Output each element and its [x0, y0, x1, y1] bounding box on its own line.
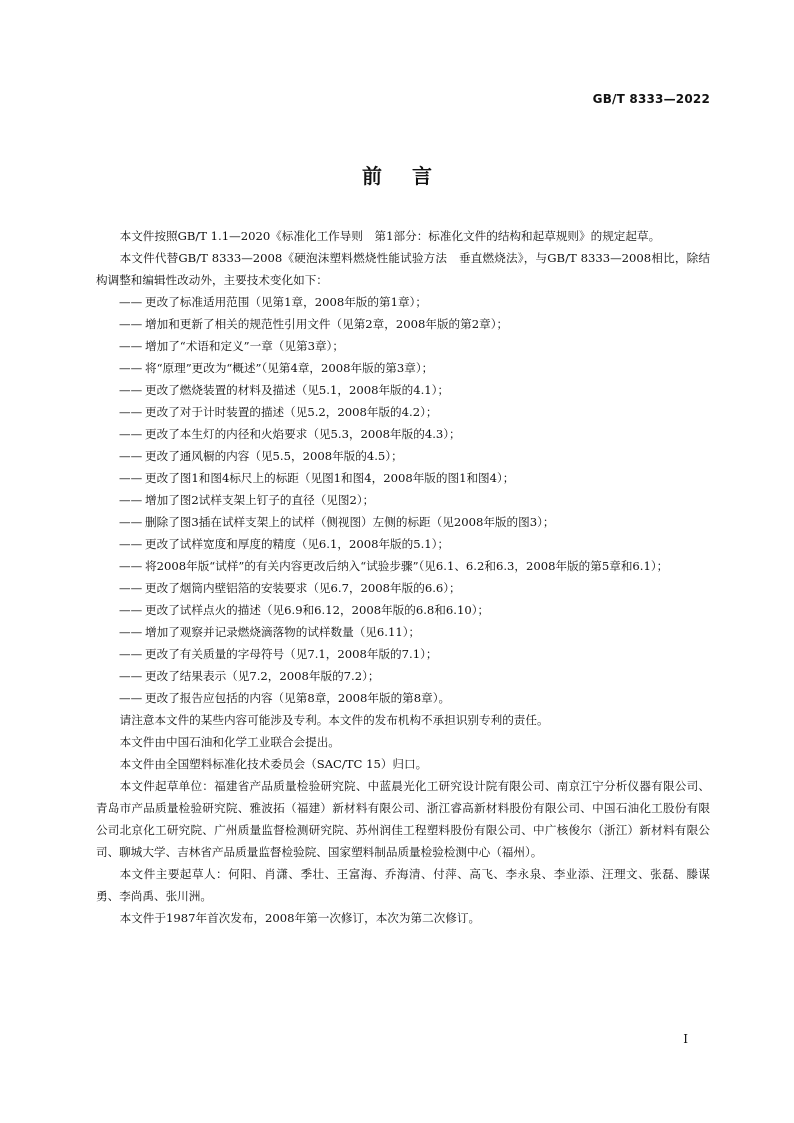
- list-dash: ——: [119, 625, 143, 639]
- change-item: [96, 335, 710, 357]
- change-item: [96, 467, 710, 489]
- list-dash: ——: [119, 471, 143, 485]
- change-item-text: 更改了标准适用范围（见第1章，2008年版的第1章）；: [145, 295, 427, 309]
- standard-number: GB/T 8333—2022: [592, 92, 710, 106]
- list-dash: ——: [119, 427, 143, 441]
- change-item: [96, 643, 710, 665]
- change-item: [96, 379, 710, 401]
- change-item: [96, 533, 710, 555]
- change-item-text: 更改了燃烧装置的材料及描述（见5.1，2008年版的4.1）；: [145, 383, 450, 397]
- drafting-units: 本文件起草单位：福建省产品质量检验研究院、中蓝晨光化工研究设计院有限公司、南京江宁分析仪器有限公司、青岛市产品质量检验研究院、雅波拓（福建）新材料有限公司、浙江睿高新材料股份有限公司、中国石油化工股份有限公司北京化工研究院、广州质量监督检测研究院、苏州润佳工程塑料股份有限公司、中广核俊尔（浙江）新材料有限公司、聊城大学、吉林省产品质量监督检验院、国家塑料制品质量检验检测中心（福州）。: [96, 779, 710, 859]
- technical-changes-list: [96, 291, 710, 709]
- change-item: [96, 291, 710, 313]
- change-item: [96, 555, 710, 577]
- intro-paragraph-drafting-rules: 本文件按照GB/T 1.1—2020《标准化工作导则 第1部分：标准化文件的结构和起草规则》的规定起草。: [119, 229, 661, 243]
- list-dash: ——: [119, 383, 143, 397]
- drafters: 本文件主要起草人：何阳、肖潇、季壮、王富海、乔海清、付萍、高飞、李永泉、李业添、汪理文、张磊、滕谋勇、李尚禹、张川洲。: [96, 867, 710, 903]
- change-item: [96, 665, 710, 687]
- change-item: [96, 577, 710, 599]
- change-item: [96, 423, 710, 445]
- list-dash: ——: [119, 647, 143, 661]
- change-item-text: 将2008年版“试样”的有关内容更改后纳入“试验步骤”（见6.1、6.2和6.3，2008年版的第5章和6.1）；: [145, 559, 669, 573]
- change-item-text: 增加了“术语和定义”一章（见第3章）；: [145, 339, 344, 353]
- change-item: [96, 313, 710, 335]
- change-item-text: 增加和更新了相关的规范性引用文件（见第2章，2008年版的第2章）；: [145, 317, 509, 331]
- managed-by: 本文件由全国塑料标准化技术委员会（SAC/TC 15）归口。: [119, 757, 428, 771]
- list-dash: ——: [119, 493, 143, 507]
- list-dash: ——: [119, 295, 143, 309]
- change-item: [96, 599, 710, 621]
- change-item: [96, 511, 710, 533]
- list-dash: ——: [119, 515, 143, 529]
- list-dash: ——: [119, 405, 143, 419]
- patent-notice: 请注意本文件的某些内容可能涉及专利。本文件的发布机构不承担识别专利的责任。: [119, 713, 549, 727]
- change-item-text: 更改了通风橱的内容（见5.5，2008年版的4.5）；: [145, 449, 403, 463]
- change-item-text: 更改了烟筒内壁铝箔的安装要求（见6.7，2008年版的6.6）；: [145, 581, 461, 595]
- change-item: [96, 445, 710, 467]
- change-item-text: 更改了结果表示（见7.2，2008年版的7.2）；: [145, 669, 380, 683]
- page-number: I: [683, 1032, 688, 1046]
- change-item: [96, 687, 710, 709]
- intro-paragraph-replacement: 本文件代替GB/T 8333—2008《硬泡沫塑料燃烧性能试验方法 垂直燃烧法》，与GB/T 8333—2008相比，除结构调整和编辑性改动外，主要技术变化如下：: [96, 251, 710, 287]
- change-item: [96, 489, 710, 511]
- change-item-text: 增加了观察并记录燃烧滴落物的试样数量（见6.11）；: [145, 625, 421, 639]
- list-dash: ——: [119, 317, 143, 331]
- list-dash: ——: [119, 691, 143, 705]
- change-item-text: 删除了图3插在试样支架上的试样（侧视图）左侧的标距（见2008年版的图3）；: [145, 515, 555, 529]
- change-item-text: 更改了试样宽度和厚度的精度（见6.1，2008年版的5.1）；: [145, 537, 450, 551]
- page-title: 前言: [362, 164, 462, 188]
- list-dash: ——: [119, 581, 143, 595]
- list-dash: ——: [119, 603, 143, 617]
- list-dash: ——: [119, 339, 143, 353]
- change-item: [96, 357, 710, 379]
- change-item-text: 更改了有关质量的字母符号（见7.1，2008年版的7.1）；: [145, 647, 438, 661]
- list-dash: ——: [119, 537, 143, 551]
- change-item-text: 更改了图1和图4标尺上的标距（见图1和图4，2008年版的图1和图4）；: [145, 471, 515, 485]
- change-item-text: 更改了本生灯的内径和火焰要求（见5.3，2008年版的4.3）；: [145, 427, 461, 441]
- change-item-text: 增加了图2试样支架上钉子的直径（见图2）；: [145, 493, 375, 507]
- list-dash: ——: [119, 361, 143, 375]
- publication-history: 本文件于1987年首次发布，2008年第一次修订，本次为第二次修订。: [119, 911, 481, 925]
- change-item-text: 更改了试样点火的描述（见6.9和6.12，2008年版的6.8和6.10）；: [145, 603, 490, 617]
- list-dash: ——: [119, 669, 143, 683]
- change-item-text: 更改了对于计时装置的描述（见5.2，2008年版的4.2）；: [145, 405, 438, 419]
- change-item: [96, 621, 710, 643]
- foreword-body: [96, 225, 710, 929]
- change-item-text: 将“原理”更改为“概述”（见第4章，2008年版的第3章）；: [145, 361, 434, 375]
- list-dash: ——: [119, 449, 143, 463]
- change-item-text: 更改了报告应包括的内容（见第8章，2008年版的第8章）。: [145, 691, 451, 705]
- change-item: [96, 401, 710, 423]
- proposed-by: 本文件由中国石油和化学工业联合会提出。: [119, 735, 340, 749]
- list-dash: ——: [119, 559, 143, 573]
